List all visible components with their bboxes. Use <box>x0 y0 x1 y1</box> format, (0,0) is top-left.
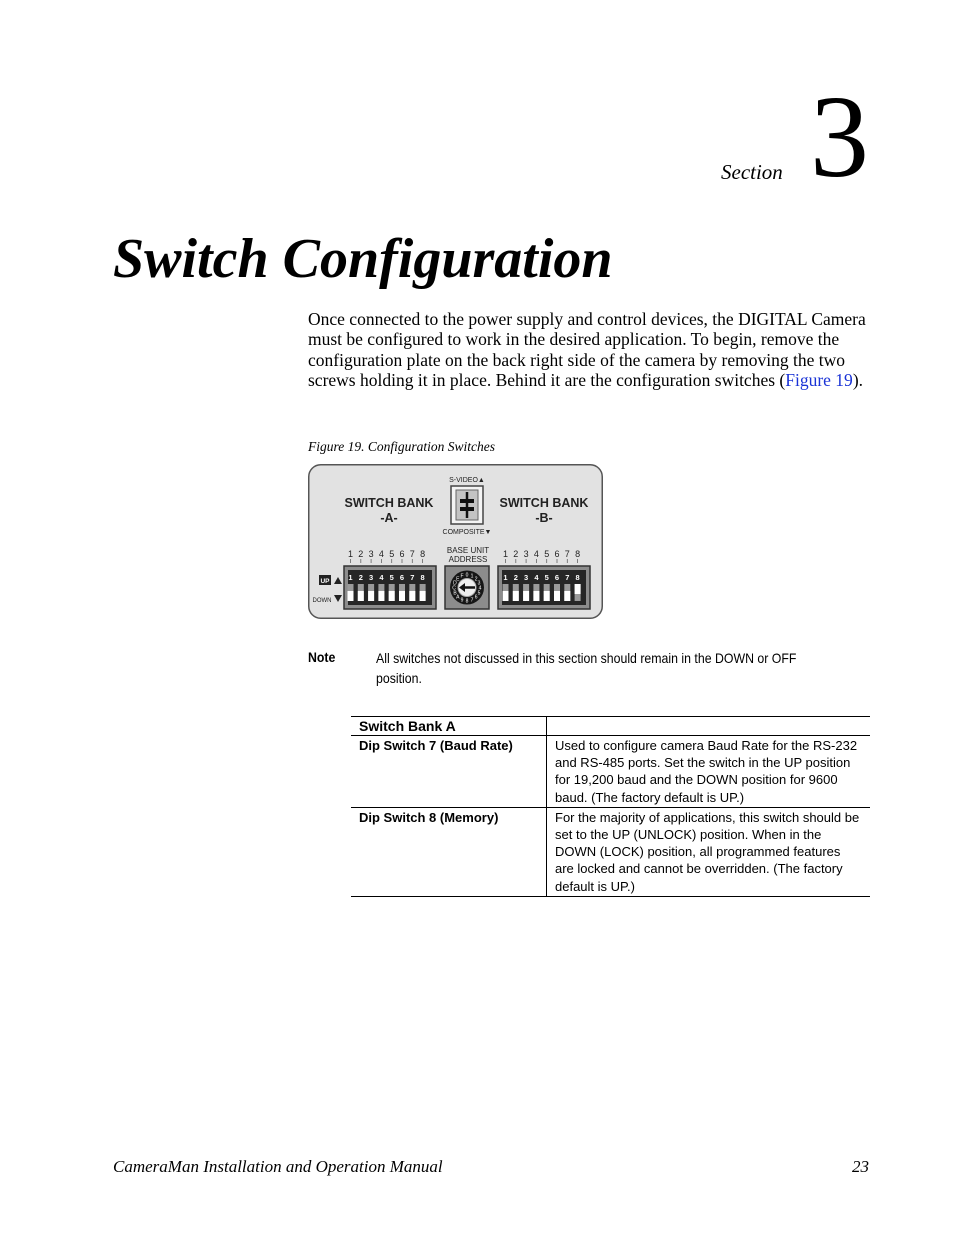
bank-a-number-label: 3 <box>368 549 374 559</box>
bank-b-switch-number: 1 <box>503 573 508 582</box>
figure-19-link[interactable]: Figure 19 <box>785 369 853 390</box>
bank-b-switch-number: 4 <box>534 573 539 582</box>
base-unit-label: BASE UNIT <box>446 546 490 555</box>
intro-text-before-link: Once connected to the power supply and control devices, the DIGITAL Camera must be configured to work in the desired application. To begin, remove the configuration plate on the back right side of the camera by removing the two screws holding it in place. Behind it are the configuration switches ( <box>308 309 866 390</box>
switch-bank-a-table <box>351 716 870 897</box>
bank-b-title: SWITCH BANK <box>499 496 589 510</box>
bank-b-switch-lever <box>564 591 570 601</box>
bank-a-switch-lever <box>368 591 374 601</box>
bank-a-number-label: 6 <box>399 549 405 559</box>
down-label: DOWN <box>312 598 332 604</box>
configuration-switches-figure <box>308 464 603 619</box>
composite-label: COMPOSITE▼ <box>442 529 492 536</box>
bank-b-switch-number: 5 <box>544 573 549 582</box>
bank-b-switch-lever <box>503 591 509 601</box>
bank-a-switch-lever <box>378 591 384 601</box>
figure-caption: Figure 19. Configuration Switches <box>308 439 495 454</box>
address-label: ADDRESS <box>448 555 488 564</box>
bank-b-switch-number: 3 <box>524 573 529 582</box>
bank-a-switch-number: 8 <box>420 573 425 582</box>
bank-b-number-label: 4 <box>533 549 539 559</box>
address-dial-digit: 6 <box>474 594 478 601</box>
intro-paragraph <box>308 309 870 390</box>
bank-a-switch-lever <box>409 591 415 601</box>
address-dial-digit: 0 <box>465 572 469 579</box>
bank-a-number-label: 1 <box>347 549 354 559</box>
bank-b-number-label: 7 <box>564 549 570 559</box>
address-dial-digit: 9 <box>460 597 464 604</box>
switch-description-cell: For the majority of applications, this switch should be set to the UP (UNLOCK) position. When in the DOWN (LOCK) position, all programmed features are locked and cannot be overridden. (The factory default is UP.) <box>547 807 871 896</box>
bank-b-number-label: 6 <box>554 549 560 559</box>
bank-a-number-label: 4 <box>378 549 384 559</box>
switch-name-cell: Dip Switch 7 (Baud Rate) <box>351 736 547 808</box>
bank-b-letter: -B- <box>535 511 553 525</box>
bank-a-letter: -A- <box>380 511 398 525</box>
address-dial-digit: A <box>456 594 460 601</box>
bank-a-switch-lever <box>399 591 405 601</box>
table-row <box>351 807 870 896</box>
bank-a-switch-number: 1 <box>348 573 353 582</box>
bank-a-switch-number: 4 <box>379 573 384 582</box>
bank-a-switch-lever <box>348 591 354 601</box>
bank-b-switch-number: 7 <box>565 573 570 582</box>
bank-b-switch-number: 6 <box>554 573 560 582</box>
address-dial-digit: F <box>460 573 464 580</box>
table-header-cell: Switch Bank A <box>351 717 547 736</box>
table-header-row <box>351 717 870 736</box>
bank-b-switch-lever <box>533 591 539 601</box>
bank-a-title: SWITCH BANK <box>344 496 434 510</box>
bank-a-switch-lever <box>420 591 426 601</box>
bank-b-number-label: 5 <box>544 549 550 559</box>
bank-a-switch-lever <box>389 591 395 601</box>
address-dial-digit: 4 <box>478 585 482 592</box>
note-label: Note <box>308 649 336 665</box>
bank-b-switch-number: 2 <box>513 573 518 582</box>
address-dial-digit: E <box>456 576 460 583</box>
bank-b-switch-number: 8 <box>575 573 580 582</box>
bank-b-number-label: 8 <box>575 549 581 559</box>
page-title: Switch Configuration <box>113 228 613 290</box>
intro-text-after-link: ). <box>852 369 864 390</box>
bank-a-switch-number: 6 <box>399 573 405 582</box>
bank-b-number-label: 2 <box>513 549 519 559</box>
bank-a-number-label: 2 <box>358 549 364 559</box>
bank-a-switch-number: 5 <box>389 573 394 582</box>
address-dial-digit: 5 <box>477 590 481 597</box>
bank-b-switch-lever <box>554 591 560 601</box>
bank-b-switch-lever <box>523 591 529 601</box>
bank-b-number-label: 1 <box>502 549 509 559</box>
table-row <box>351 736 870 808</box>
bank-b-switch-lever <box>544 591 550 601</box>
section-label: Section <box>721 160 783 184</box>
address-dial-digit: 2 <box>474 576 478 583</box>
address-dial-digit: 1 <box>470 573 474 580</box>
bank-a-switch-number: 7 <box>410 573 415 582</box>
bank-b-number-label: 3 <box>523 549 529 559</box>
bank-a-switch-number: 3 <box>369 573 374 582</box>
bank-a-number-label: 5 <box>389 549 395 559</box>
bank-b-switch-lever <box>513 591 519 601</box>
section-number: 3 <box>810 71 869 202</box>
svideo-label: S-VIDEO▲ <box>449 477 485 484</box>
address-dial-digit: D <box>453 580 457 587</box>
footer-manual-title: CameraMan Installation and Operation Manual <box>113 1157 443 1176</box>
bank-a-number-label: 7 <box>409 549 415 559</box>
note-text: All switches not discussed in this section should remain in the DOWN or OFF position. <box>376 650 797 686</box>
bank-a-switch-lever <box>358 591 364 601</box>
address-dial-digit: C <box>452 585 456 592</box>
switch-description-cell: Used to configure camera Baud Rate for the RS-232 and RS-485 ports. Set the switch in the UP position for 19,200 baud and the DOWN position for 9600 baud. (The factory default is UP.) <box>547 736 871 808</box>
bank-b-switch-lever <box>575 584 581 594</box>
footer-page-number: 23 <box>852 1157 869 1176</box>
address-dial-digit: 7 <box>470 597 474 604</box>
up-label: UP <box>320 578 330 585</box>
switch-name-cell: Dip Switch 8 (Memory) <box>351 807 547 896</box>
address-dial-digit: 3 <box>477 580 481 587</box>
bank-a-switch-number: 2 <box>358 573 363 582</box>
bank-a-number-label: 8 <box>420 549 426 559</box>
address-dial-digit: B <box>453 590 457 597</box>
address-dial-digit: 8 <box>465 598 469 605</box>
table-header-cell <box>547 717 871 736</box>
